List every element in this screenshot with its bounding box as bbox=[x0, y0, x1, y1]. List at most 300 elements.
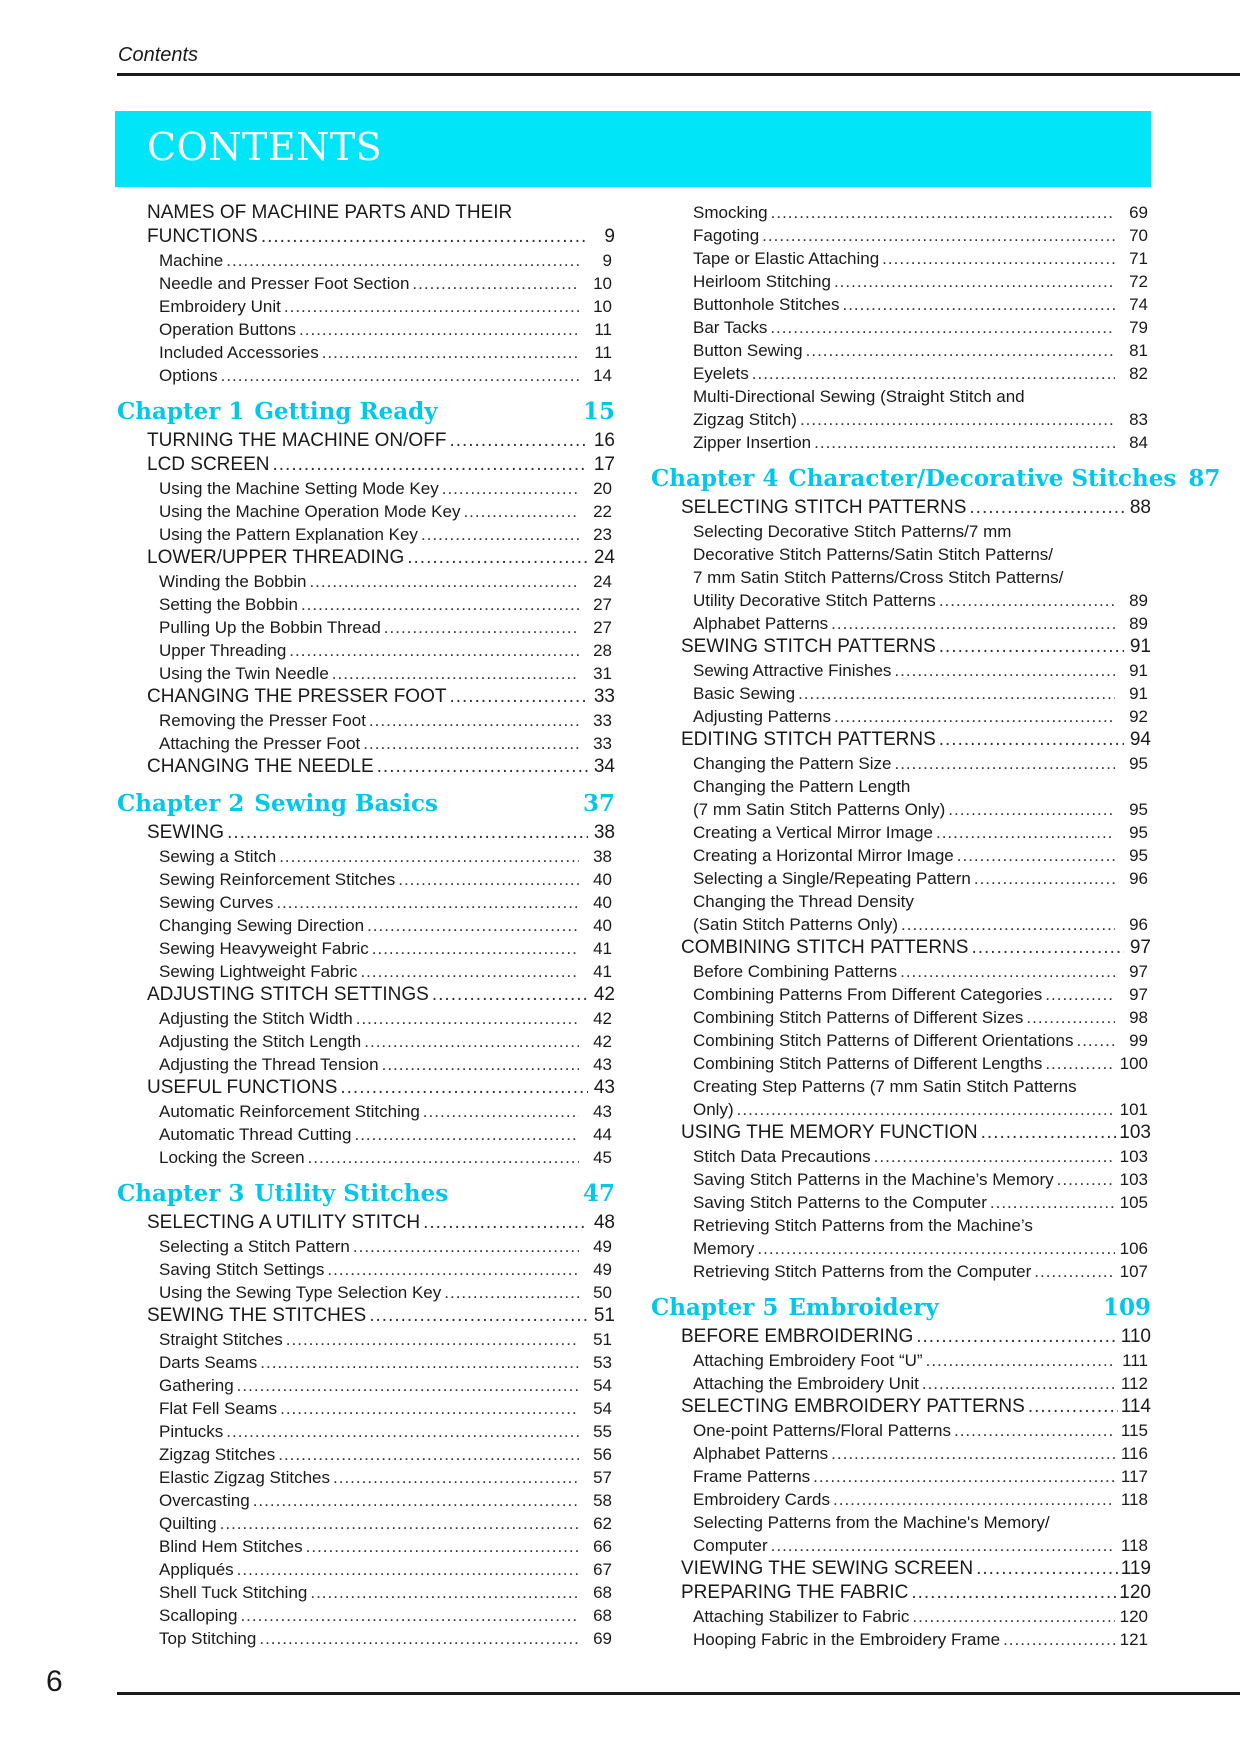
toc-subsection-entry[interactable] bbox=[117, 1512, 615, 1535]
toc-section-entry[interactable] bbox=[651, 496, 1151, 520]
entry-title: Before Combining Patterns bbox=[693, 962, 898, 981]
dot-leader bbox=[259, 1627, 579, 1650]
toc-subsection-entry[interactable] bbox=[651, 316, 1151, 339]
toc-subsection-entry[interactable] bbox=[651, 983, 1151, 1006]
toc-subsection-entry[interactable] bbox=[651, 1511, 1151, 1534]
entry-title: Only) bbox=[693, 1100, 734, 1119]
entry-title: Using the Machine Operation Mode Key bbox=[159, 502, 461, 521]
entry-page-number: 41 bbox=[593, 962, 612, 981]
entry-page-number: 88 bbox=[1129, 497, 1151, 518]
entry-title: Locking the Screen bbox=[159, 1148, 305, 1167]
toc-section-entry[interactable] bbox=[117, 453, 615, 477]
dot-leader bbox=[377, 755, 588, 779]
dot-leader bbox=[948, 798, 1115, 821]
toc-subsection-entry[interactable] bbox=[651, 890, 1151, 913]
entry-page-number: 11 bbox=[594, 343, 612, 362]
entry-page-number: 111 bbox=[1122, 1351, 1148, 1370]
toc-section-entry[interactable] bbox=[651, 635, 1151, 659]
dot-leader bbox=[432, 983, 588, 1007]
entry-page-number: 33 bbox=[593, 686, 615, 707]
dot-leader bbox=[831, 612, 1115, 635]
chapter-page-number: 37 bbox=[582, 790, 615, 817]
dot-leader bbox=[1057, 1168, 1115, 1191]
entry-title: Decorative Stitch Patterns/Satin Stitch Patterns/ bbox=[693, 545, 1053, 564]
toc-subsection-entry[interactable] bbox=[651, 385, 1151, 408]
entry-page-number: 14 bbox=[593, 366, 612, 385]
toc-section-entry[interactable] bbox=[117, 225, 615, 249]
entry-title: Changing the Pattern Size bbox=[693, 754, 892, 773]
dot-leader bbox=[240, 1604, 579, 1627]
toc-subsection-entry[interactable] bbox=[117, 1535, 615, 1558]
toc-subsection-entry[interactable] bbox=[117, 570, 615, 593]
toc-subsection-entry[interactable] bbox=[117, 1489, 615, 1512]
dot-leader bbox=[301, 593, 579, 616]
toc-subsection-entry[interactable] bbox=[117, 1258, 615, 1281]
toc-subsection-entry[interactable] bbox=[651, 659, 1151, 682]
dot-leader bbox=[407, 546, 588, 570]
chapter-page-number: 109 bbox=[1102, 1294, 1151, 1321]
toc-subsection-entry[interactable] bbox=[117, 1627, 615, 1650]
dot-leader bbox=[253, 1489, 579, 1512]
toc-subsection-entry[interactable] bbox=[651, 913, 1151, 936]
entry-title: Using the Sewing Type Selection Key bbox=[159, 1283, 442, 1302]
toc-subsection-entry[interactable] bbox=[117, 1328, 615, 1351]
entry-page-number: 9 bbox=[602, 251, 612, 270]
entry-title: Creating a Vertical Mirror Image bbox=[693, 823, 933, 842]
entry-title: SELECTING A UTILITY STITCH bbox=[147, 1212, 421, 1233]
entry-title: Gathering bbox=[159, 1376, 234, 1395]
entry-page-number: 101 bbox=[1119, 1100, 1148, 1119]
toc-section-entry[interactable] bbox=[117, 1304, 615, 1328]
toc-subsection-entry[interactable] bbox=[117, 868, 615, 891]
entry-title: COMBINING STITCH PATTERNS bbox=[681, 937, 969, 958]
entry-title: One-point Patterns/Floral Patterns bbox=[693, 1421, 951, 1440]
dot-leader bbox=[912, 1605, 1115, 1628]
dot-leader bbox=[882, 247, 1115, 270]
entry-title: Combining Stitch Patterns of Different Sizes bbox=[693, 1008, 1024, 1027]
entry-title: Utility Decorative Stitch Patterns bbox=[693, 591, 936, 610]
chapter-heading[interactable] bbox=[651, 1291, 1151, 1325]
entry-page-number: 118 bbox=[1120, 1536, 1148, 1555]
entry-title: Saving Stitch Patterns in the Machine’s Memory bbox=[693, 1170, 1054, 1189]
toc-subsection-entry[interactable] bbox=[117, 593, 615, 616]
toc-section-entry[interactable] bbox=[117, 1076, 615, 1100]
chapter-name: Embroidery bbox=[788, 1294, 939, 1321]
toc-section-entry[interactable] bbox=[651, 728, 1151, 752]
toc-section-entry[interactable] bbox=[117, 201, 615, 225]
entry-title: Selecting a Single/Repeating Pattern bbox=[693, 869, 971, 888]
toc-subsection-entry[interactable] bbox=[651, 1465, 1151, 1488]
toc-subsection-entry[interactable] bbox=[117, 1581, 615, 1604]
entry-title: Changing Sewing Direction bbox=[159, 916, 365, 935]
toc-subsection-entry[interactable] bbox=[117, 1397, 615, 1420]
toc-subsection-entry[interactable] bbox=[117, 1100, 615, 1123]
toc-subsection-entry[interactable] bbox=[651, 775, 1151, 798]
entry-page-number: 42 bbox=[593, 984, 615, 1005]
dot-leader bbox=[957, 844, 1115, 867]
toc-subsection-entry[interactable] bbox=[651, 247, 1151, 270]
toc-subsection-entry[interactable] bbox=[651, 1442, 1151, 1465]
dot-leader bbox=[363, 732, 579, 755]
toc-subsection-entry[interactable] bbox=[651, 752, 1151, 775]
entry-title: Smocking bbox=[693, 203, 768, 222]
toc-subsection-entry[interactable] bbox=[117, 732, 615, 755]
dot-leader bbox=[834, 270, 1115, 293]
dot-leader bbox=[990, 1191, 1115, 1214]
entry-page-number: 120 bbox=[1119, 1607, 1148, 1626]
toc-subsection-entry[interactable] bbox=[651, 1168, 1151, 1191]
dot-leader bbox=[969, 496, 1124, 520]
dot-leader bbox=[299, 318, 579, 341]
dot-leader bbox=[900, 960, 1115, 983]
toc-subsection-entry[interactable] bbox=[651, 520, 1151, 543]
entry-title: SELECTING EMBROIDERY PATTERNS bbox=[681, 1396, 1025, 1417]
entry-title: Memory bbox=[693, 1239, 755, 1258]
entry-page-number: 119 bbox=[1120, 1558, 1151, 1579]
entry-title: Saving Stitch Settings bbox=[159, 1260, 325, 1279]
toc-section-entry[interactable] bbox=[117, 1211, 615, 1235]
toc-subsection-entry[interactable] bbox=[651, 1349, 1151, 1372]
toc-subsection-entry[interactable] bbox=[651, 1052, 1151, 1075]
toc-subsection-entry[interactable] bbox=[651, 270, 1151, 293]
entry-title: Operation Buttons bbox=[159, 320, 297, 339]
entry-title: Pulling Up the Bobbin Thread bbox=[159, 618, 381, 637]
entry-page-number: 114 bbox=[1120, 1396, 1151, 1417]
dot-leader bbox=[333, 1466, 579, 1489]
entry-page-number: 10 bbox=[593, 274, 612, 293]
dot-leader bbox=[834, 705, 1115, 728]
toc-subsection-entry[interactable] bbox=[117, 937, 615, 960]
entry-page-number: 98 bbox=[1129, 1008, 1148, 1027]
toc-subsection-entry[interactable] bbox=[117, 709, 615, 732]
dot-leader bbox=[971, 936, 1124, 960]
toc-subsection-entry[interactable] bbox=[117, 662, 615, 685]
toc-subsection-entry[interactable] bbox=[117, 960, 615, 983]
toc-subsection-entry[interactable] bbox=[117, 1030, 615, 1053]
toc-subsection-entry[interactable] bbox=[651, 705, 1151, 728]
entry-page-number: 16 bbox=[593, 430, 615, 451]
entry-page-number: 103 bbox=[1119, 1122, 1151, 1143]
toc-section-entry[interactable] bbox=[651, 1581, 1151, 1605]
dot-leader bbox=[463, 500, 579, 523]
dot-leader bbox=[813, 1465, 1115, 1488]
entry-page-number: 69 bbox=[1129, 203, 1148, 222]
toc-subsection-entry[interactable] bbox=[651, 1260, 1151, 1283]
toc-subsection-entry[interactable] bbox=[651, 431, 1151, 454]
toc-subsection-entry[interactable] bbox=[117, 1123, 615, 1146]
entry-page-number: 49 bbox=[593, 1260, 612, 1279]
entry-title: Removing the Presser Foot bbox=[159, 711, 366, 730]
toc-subsection-entry[interactable] bbox=[117, 1374, 615, 1397]
toc-subsection-entry[interactable] bbox=[651, 867, 1151, 890]
toc-right-column bbox=[651, 201, 1221, 1651]
toc-subsection-entry[interactable] bbox=[651, 293, 1151, 316]
toc-section-entry[interactable] bbox=[651, 1557, 1151, 1581]
dot-leader bbox=[221, 364, 579, 387]
entry-title: NAMES OF MACHINE PARTS AND THEIR bbox=[147, 202, 513, 223]
toc-section-entry[interactable] bbox=[117, 983, 615, 1007]
dot-leader bbox=[276, 891, 579, 914]
toc-subsection-entry[interactable] bbox=[651, 362, 1151, 385]
entry-page-number: 97 bbox=[1129, 937, 1151, 958]
entry-page-number: 95 bbox=[1129, 754, 1148, 773]
entry-page-number: 23 bbox=[593, 525, 612, 544]
dot-leader bbox=[806, 339, 1115, 362]
entry-page-number: 62 bbox=[593, 1514, 612, 1533]
toc-subsection-entry[interactable] bbox=[651, 201, 1151, 224]
entry-page-number: 89 bbox=[1129, 614, 1148, 633]
entry-title: Multi-Directional Sewing (Straight Stitch and bbox=[693, 387, 1025, 406]
entry-title: Retrieving Stitch Patterns from the Computer bbox=[693, 1262, 1032, 1281]
entry-title: FUNCTIONS bbox=[147, 226, 258, 247]
toc-subsection-entry[interactable] bbox=[117, 1351, 615, 1374]
toc-subsection-entry[interactable] bbox=[117, 616, 615, 639]
toc-subsection-entry[interactable] bbox=[651, 1006, 1151, 1029]
chapter-page-number: 15 bbox=[582, 398, 615, 425]
entry-title: Machine bbox=[159, 251, 224, 270]
toc-subsection-entry[interactable] bbox=[651, 1145, 1151, 1168]
entry-page-number: 92 bbox=[1129, 707, 1148, 726]
dot-leader bbox=[1076, 1029, 1115, 1052]
entry-page-number: 115 bbox=[1120, 1421, 1148, 1440]
toc-subsection-entry[interactable] bbox=[117, 1146, 615, 1169]
toc-subsection-entry[interactable] bbox=[651, 1237, 1151, 1260]
dot-leader bbox=[757, 1237, 1115, 1260]
chapter-heading[interactable] bbox=[651, 462, 1221, 496]
entry-page-number: 91 bbox=[1129, 684, 1148, 703]
entry-title: LCD SCREEN bbox=[147, 454, 270, 475]
toc-subsection-entry[interactable] bbox=[651, 1488, 1151, 1511]
entry-title: Attaching the Presser Foot bbox=[159, 734, 361, 753]
toc-subsection-entry[interactable] bbox=[117, 272, 615, 295]
dot-leader bbox=[340, 1076, 588, 1100]
entry-title: Fagoting bbox=[693, 226, 760, 245]
entry-title: Attaching the Embroidery Unit bbox=[693, 1374, 919, 1393]
toc-subsection-entry[interactable] bbox=[651, 821, 1151, 844]
entry-title: Alphabet Patterns bbox=[693, 614, 829, 633]
toc-section-entry[interactable] bbox=[651, 1325, 1151, 1349]
entry-title: Creating a Horizontal Mirror Image bbox=[693, 846, 954, 865]
toc-subsection-entry[interactable] bbox=[651, 798, 1151, 821]
toc-subsection-entry[interactable] bbox=[651, 566, 1151, 589]
toc-section-entry[interactable] bbox=[651, 1395, 1151, 1419]
entry-page-number: 33 bbox=[593, 734, 612, 753]
toc-subsection-entry[interactable] bbox=[651, 1534, 1151, 1557]
toc-subsection-entry[interactable] bbox=[117, 1420, 615, 1443]
entry-title: SEWING STITCH PATTERNS bbox=[681, 636, 936, 657]
dot-leader bbox=[220, 1512, 579, 1535]
toc-subsection-entry[interactable] bbox=[651, 1075, 1151, 1098]
toc-subsection-entry[interactable] bbox=[117, 341, 615, 364]
entry-page-number: 42 bbox=[593, 1032, 612, 1051]
chapter-name: Utility Stitches bbox=[254, 1180, 449, 1207]
toc-subsection-entry[interactable] bbox=[651, 1098, 1151, 1121]
toc-subsection-entry[interactable] bbox=[117, 914, 615, 937]
toc-subsection-entry[interactable] bbox=[651, 844, 1151, 867]
contents-banner bbox=[115, 111, 1151, 187]
entry-page-number: 38 bbox=[593, 847, 612, 866]
entry-page-number: 33 bbox=[593, 711, 612, 730]
entry-title: Selecting a Stitch Pattern bbox=[159, 1237, 350, 1256]
entry-page-number: 27 bbox=[593, 618, 612, 637]
dot-leader bbox=[874, 1145, 1115, 1168]
dot-leader bbox=[936, 821, 1115, 844]
toc-subsection-entry[interactable] bbox=[651, 224, 1151, 247]
entry-title: Computer bbox=[693, 1536, 768, 1555]
entry-page-number: 96 bbox=[1129, 915, 1148, 934]
bottom-rule bbox=[117, 1692, 1240, 1695]
toc-section-entry[interactable] bbox=[117, 821, 615, 845]
entry-title: TURNING THE MACHINE ON/OFF bbox=[147, 430, 447, 451]
toc-subsection-entry[interactable] bbox=[651, 339, 1151, 362]
dot-leader bbox=[1026, 1006, 1115, 1029]
dot-leader bbox=[444, 1281, 579, 1304]
entry-title: Button Sewing bbox=[693, 341, 803, 360]
dot-leader bbox=[798, 682, 1115, 705]
entry-page-number: 118 bbox=[1120, 1490, 1148, 1509]
entry-title: Using the Machine Setting Mode Key bbox=[159, 479, 439, 498]
entry-title: Sewing Attractive Finishes bbox=[693, 661, 892, 680]
entry-title: Embroidery Cards bbox=[693, 1490, 830, 1509]
dot-leader bbox=[939, 635, 1124, 659]
dot-leader bbox=[954, 1419, 1115, 1442]
toc-subsection-entry[interactable] bbox=[117, 1558, 615, 1581]
entry-title: Blind Hem Stitches bbox=[159, 1537, 303, 1556]
chapter-heading[interactable] bbox=[117, 787, 615, 821]
toc-subsection-entry[interactable] bbox=[117, 639, 615, 662]
toc-subsection-entry[interactable] bbox=[117, 249, 615, 272]
chapter-heading[interactable] bbox=[117, 1177, 615, 1211]
toc-subsection-entry[interactable] bbox=[651, 682, 1151, 705]
entry-page-number: 79 bbox=[1129, 318, 1148, 337]
toc-subsection-entry[interactable] bbox=[117, 477, 615, 500]
toc-subsection-entry[interactable] bbox=[117, 845, 615, 868]
toc-section-entry[interactable] bbox=[117, 546, 615, 570]
entry-title: CHANGING THE PRESSER FOOT bbox=[147, 686, 447, 707]
entry-title: CHANGING THE NEEDLE bbox=[147, 756, 374, 777]
toc-subsection-entry[interactable] bbox=[651, 1214, 1151, 1237]
dot-leader bbox=[369, 709, 579, 732]
dot-leader bbox=[367, 914, 579, 937]
entry-title: Selecting Decorative Stitch Patterns/7 mm bbox=[693, 522, 1012, 541]
toc-subsection-entry[interactable] bbox=[651, 1191, 1151, 1214]
dot-leader bbox=[353, 1235, 579, 1258]
dot-leader bbox=[327, 1258, 579, 1281]
entry-title: Using the Pattern Explanation Key bbox=[159, 525, 418, 544]
entry-page-number: 105 bbox=[1119, 1193, 1148, 1212]
dot-leader bbox=[770, 316, 1115, 339]
toc-subsection-entry[interactable] bbox=[117, 1053, 615, 1076]
toc-subsection-entry[interactable] bbox=[117, 523, 615, 546]
entry-page-number: 99 bbox=[1129, 1031, 1148, 1050]
toc-section-entry[interactable] bbox=[117, 429, 615, 453]
entry-page-number: 43 bbox=[593, 1077, 615, 1098]
entry-page-number: 68 bbox=[593, 1606, 612, 1625]
toc-subsection-entry[interactable] bbox=[117, 364, 615, 387]
entry-page-number: 103 bbox=[1119, 1147, 1148, 1166]
dot-leader bbox=[421, 523, 579, 546]
entry-title: Pintucks bbox=[159, 1422, 224, 1441]
entry-title: Automatic Reinforcement Stitching bbox=[159, 1102, 420, 1121]
toc-subsection-entry[interactable] bbox=[651, 1628, 1151, 1651]
entry-page-number: 45 bbox=[593, 1148, 612, 1167]
toc-subsection-entry[interactable] bbox=[651, 960, 1151, 983]
dot-leader bbox=[372, 937, 579, 960]
entry-title: VIEWING THE SEWING SCREEN bbox=[681, 1558, 974, 1579]
toc-subsection-entry[interactable] bbox=[117, 1443, 615, 1466]
toc-subsection-entry[interactable] bbox=[651, 1029, 1151, 1052]
entry-title: LOWER/UPPER THREADING bbox=[147, 547, 405, 568]
entry-title: Heirloom Stitching bbox=[693, 272, 831, 291]
chapter-heading[interactable] bbox=[117, 395, 615, 429]
toc-subsection-entry[interactable] bbox=[651, 1372, 1151, 1395]
entry-page-number: 48 bbox=[593, 1212, 615, 1233]
toc-section-entry[interactable] bbox=[117, 755, 615, 779]
entry-title: Sewing Lightweight Fabric bbox=[159, 962, 358, 981]
dot-leader bbox=[842, 293, 1115, 316]
toc-section-entry[interactable] bbox=[651, 1121, 1151, 1145]
entry-title: Upper Threading bbox=[159, 641, 287, 660]
toc-section-entry[interactable] bbox=[117, 685, 615, 709]
entry-page-number: 67 bbox=[593, 1560, 612, 1579]
dot-leader bbox=[280, 1397, 579, 1420]
dot-leader bbox=[442, 477, 579, 500]
entry-page-number: 43 bbox=[593, 1055, 612, 1074]
entry-page-number: 44 bbox=[593, 1125, 612, 1144]
entry-page-number: 31 bbox=[593, 664, 612, 683]
chapter-name: Getting Ready bbox=[254, 398, 438, 425]
toc-subsection-entry[interactable] bbox=[117, 1466, 615, 1489]
toc-subsection-entry[interactable] bbox=[651, 408, 1151, 431]
entry-page-number: 50 bbox=[593, 1283, 612, 1302]
toc-subsection-entry[interactable] bbox=[117, 891, 615, 914]
entry-title: Scalloping bbox=[159, 1606, 238, 1625]
entry-title: Adjusting the Stitch Width bbox=[159, 1009, 353, 1028]
entry-page-number: 97 bbox=[1129, 962, 1148, 981]
dot-leader bbox=[1045, 983, 1115, 1006]
toc-subsection-entry[interactable] bbox=[651, 543, 1151, 566]
dot-leader bbox=[284, 295, 579, 318]
toc-subsection-entry[interactable] bbox=[651, 1419, 1151, 1442]
dot-leader bbox=[1045, 1052, 1115, 1075]
entry-page-number: 69 bbox=[593, 1629, 612, 1648]
toc-subsection-entry[interactable] bbox=[117, 1235, 615, 1258]
dot-leader bbox=[916, 1325, 1117, 1349]
toc-subsection-entry[interactable] bbox=[117, 318, 615, 341]
toc-subsection-entry[interactable] bbox=[651, 612, 1151, 635]
entry-title: Quilting bbox=[159, 1514, 217, 1533]
dot-leader bbox=[833, 1488, 1115, 1511]
toc-subsection-entry[interactable] bbox=[117, 500, 615, 523]
dot-leader bbox=[398, 868, 579, 891]
toc-section-entry[interactable] bbox=[651, 936, 1151, 960]
dot-leader bbox=[423, 1211, 588, 1235]
toc-subsection-entry[interactable] bbox=[117, 1604, 615, 1627]
toc-subsection-entry[interactable] bbox=[117, 295, 615, 318]
entry-title: Zigzag Stitch) bbox=[693, 410, 797, 429]
entry-page-number: 42 bbox=[593, 1009, 612, 1028]
toc-subsection-entry[interactable] bbox=[651, 589, 1151, 612]
entry-title: USEFUL FUNCTIONS bbox=[147, 1077, 338, 1098]
dot-leader bbox=[771, 201, 1115, 224]
entry-page-number: 95 bbox=[1129, 846, 1148, 865]
toc-subsection-entry[interactable] bbox=[117, 1007, 615, 1030]
toc-subsection-entry[interactable] bbox=[651, 1605, 1151, 1628]
dot-leader bbox=[332, 662, 579, 685]
toc-subsection-entry[interactable] bbox=[117, 1281, 615, 1304]
dot-leader bbox=[1034, 1260, 1115, 1283]
dot-leader bbox=[800, 408, 1115, 431]
